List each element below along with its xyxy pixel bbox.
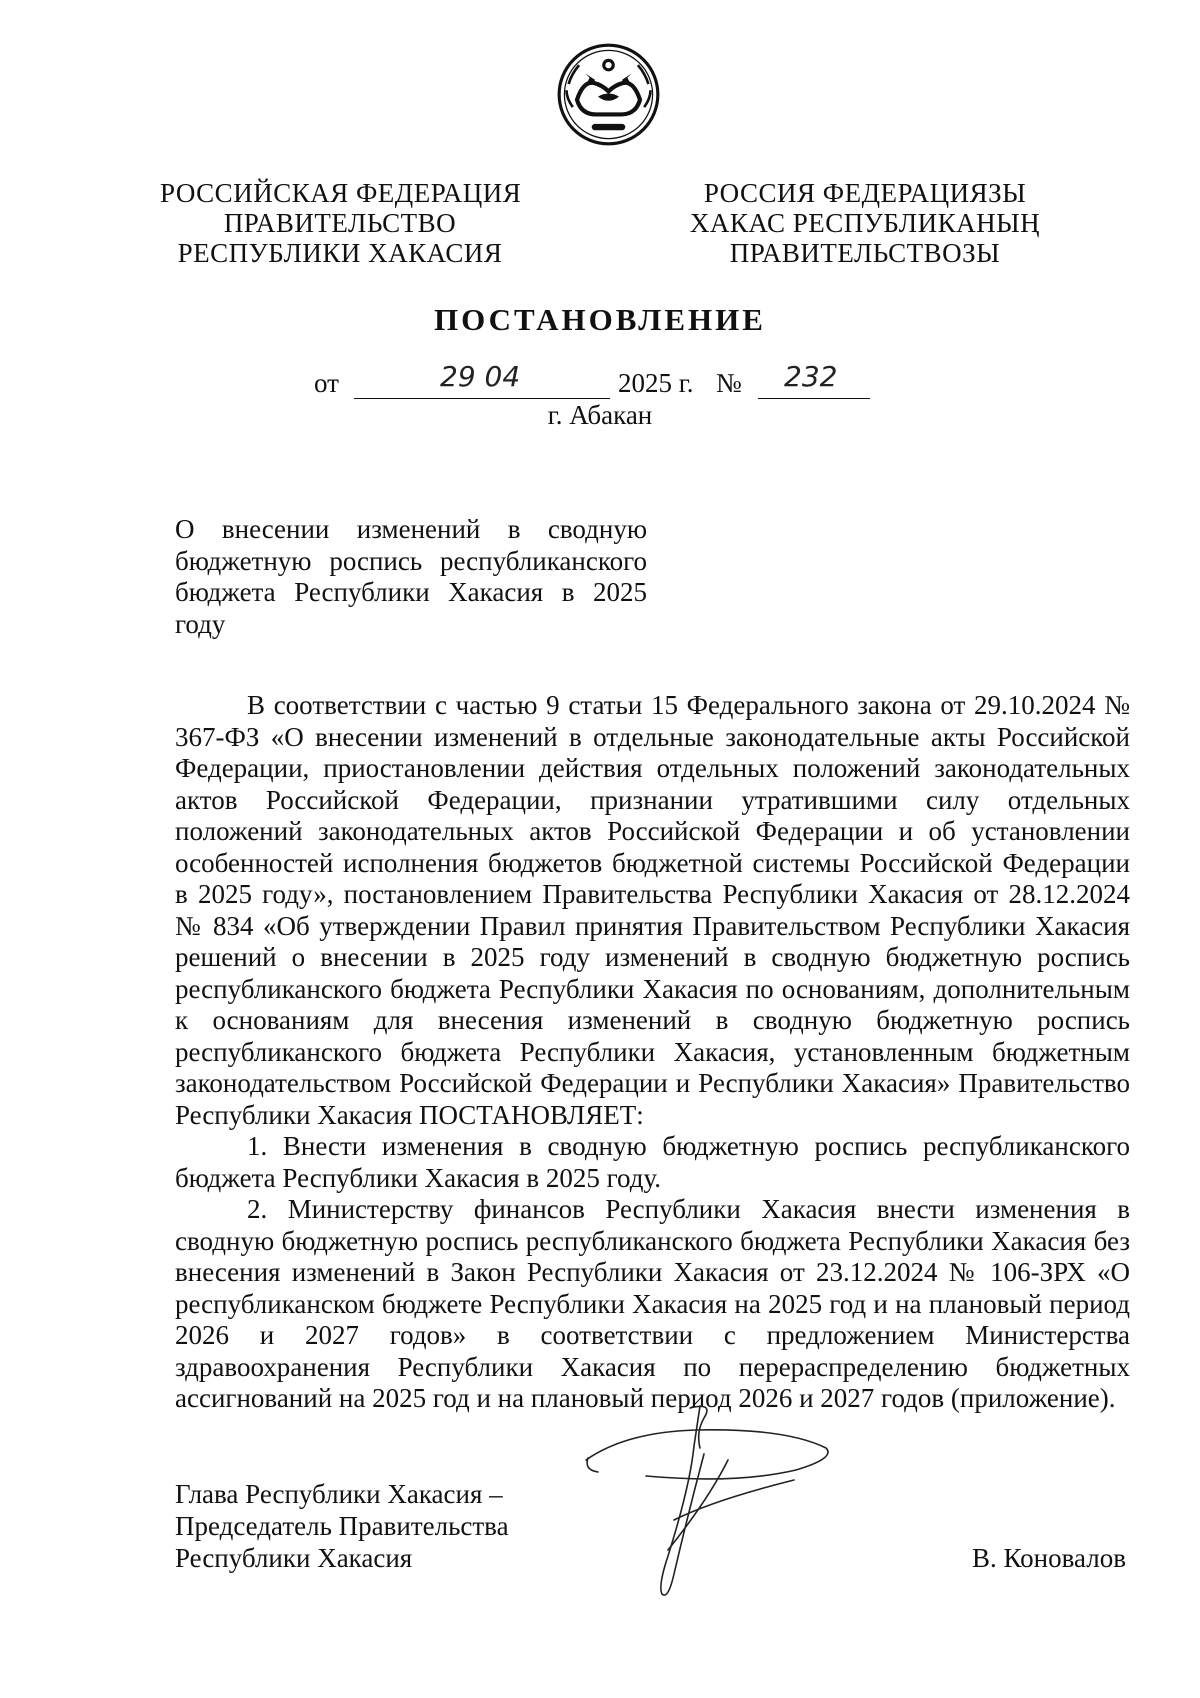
document-subject: О внесении изменений в сводную бюджетную роспись республиканского бюджета Республики Хакасия в 2025 году — [175, 514, 647, 639]
header-right-line-3: ПРАВИТЕЛЬСТВОЗЫ — [729, 238, 1001, 268]
signatory-position-line-3: Республики Хакасия — [175, 1543, 413, 1573]
from-label: от — [314, 368, 339, 398]
document-title: ПОСТАНОВЛЕНИЕ — [434, 302, 766, 337]
date-number-line — [314, 360, 914, 402]
header-right-block — [685, 178, 1045, 268]
header-left-line-3: РЕСПУБЛИКИ ХАКАСИЯ — [177, 238, 503, 268]
header-right-line-2: ХАКАС РЕСПУБЛИКАНЫҢ — [689, 208, 1041, 238]
header-left-line-1: РОССИЙСКАЯ ФЕДЕРАЦИЯ — [160, 178, 522, 208]
document-body — [175, 690, 1130, 1415]
number-underline — [758, 398, 870, 399]
coat-of-arms-emblem-icon — [556, 42, 661, 147]
signatory-position-line-2: Председатель Правительства — [175, 1511, 509, 1541]
header-left-line-2: ПРАВИТЕЛЬСТВО — [223, 208, 457, 238]
city-label: г. Абакан — [547, 400, 653, 430]
year-label: 2025 г. — [618, 368, 694, 398]
signatory-name: В. Коновалов — [972, 1543, 1126, 1573]
handwritten-date: 29 04 — [440, 360, 521, 393]
signatory-position-line-1: Глава Республики Хакасия – — [175, 1479, 503, 1509]
header-left-block — [160, 178, 520, 268]
handwritten-number: 232 — [784, 360, 838, 393]
date-underline — [354, 398, 610, 399]
header-right-line-1: РОССИЯ ФЕДЕРАЦИЯЗЫ — [703, 178, 1027, 208]
paragraph-item-2: 2. Министерству финансов Республики Хакасия внести изменения в сводную бюджетную роспись республиканского бюджета Республики Хакасия без внесения изменений в Закон Республики Хакасия от 23.12.2024 № 106-ЗРХ «О республиканском бюджете Республики Хакасия на 2025 год и на плановый период 2026 и 2027 годов» в соответствии с предложением Министерства здравоохранения Республики Хакасия по перераспределению бюджетных ассигнований на 2025 год и на плановый период 2026 и 2027 годов (приложение). — [175, 1194, 1130, 1413]
signatory-position — [175, 1478, 509, 1574]
number-sign: № — [716, 368, 742, 398]
handwritten-signature-icon — [578, 1400, 838, 1600]
paragraph-item-1: 1. Внести изменения в сводную бюджетную роспись республиканского бюджета Республики Хакасия в 2025 году. — [175, 1131, 1130, 1193]
paragraph-preamble: В соответствии с частью 9 статьи 15 Федерального закона от 29.10.2024 № 367-ФЗ «О внесении изменений в отдельные законодательные акты Российской Федерации, приостановлении действия отдельных положений законодательных актов Российской Федерации, признании утратившими силу отдельных положений законодательных актов Российской Федерации и об установлении особенностей исполнения бюджетов бюджетной системы Российской Федерации в 2025 году», постановлением Правительства Республики Хакасия от 28.12.2024 № 834 «Об утверждении Правил принятия Правительством Республики Хакасия решений о внесении в 2025 году изменений в сводную бюджетную роспись республиканского бюджета Республики Хакасия по основаниям, дополнительным к основаниям для внесения изменений в сводную бюджетную роспись республиканского бюджета Республики Хакасия, установленным бюджетным законодательством Российской Федерации и Республики Хакасия» Правительство Республики Хакасия ПОСТАНОВЛЯЕТ: — [175, 690, 1130, 1130]
